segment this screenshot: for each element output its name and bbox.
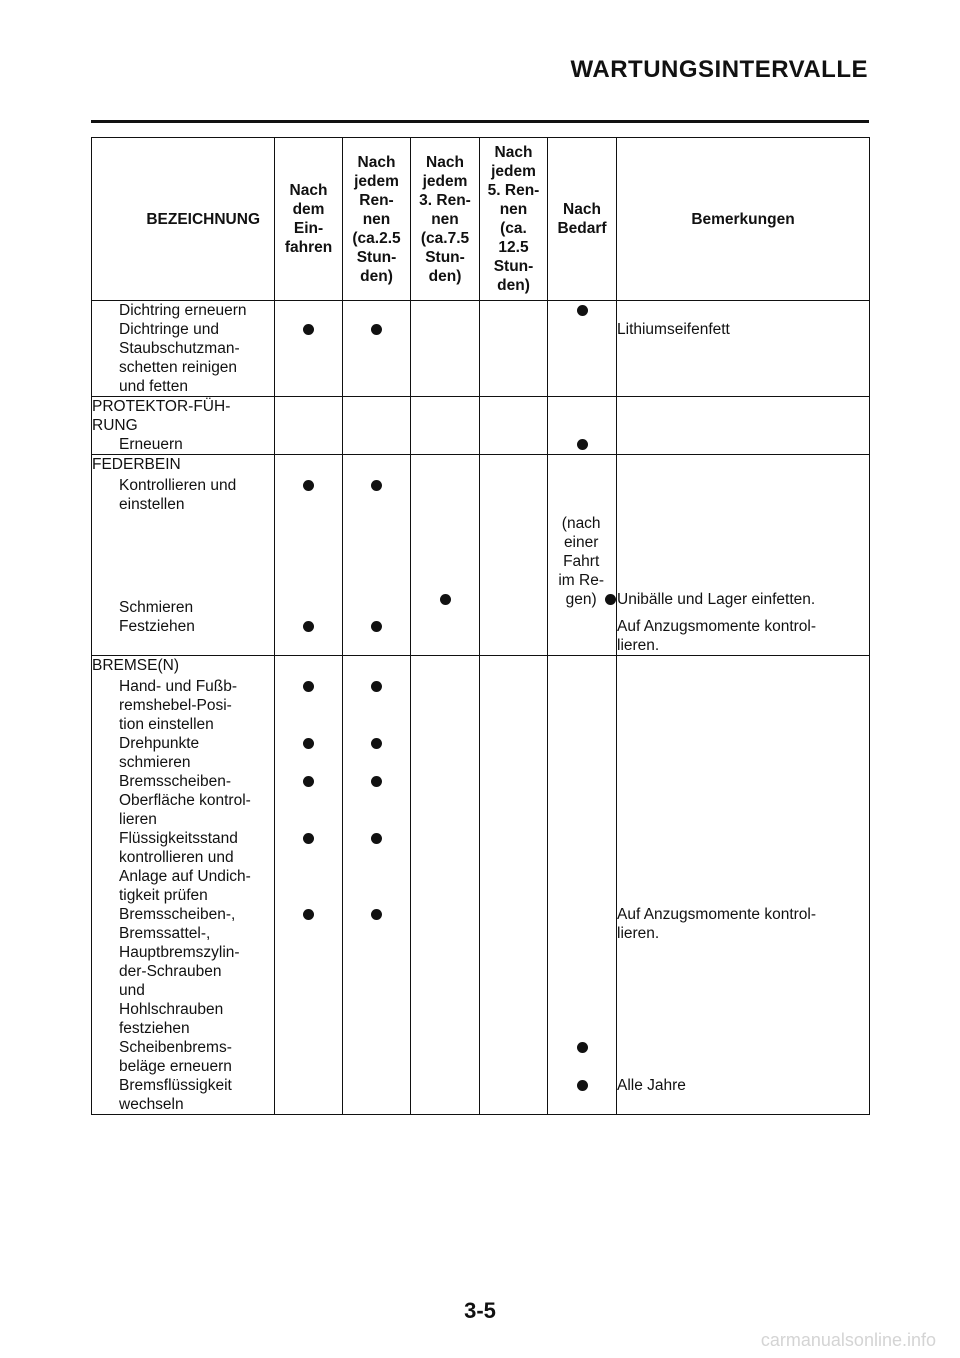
check-dot xyxy=(371,833,382,844)
row-label: Schmieren xyxy=(119,599,194,616)
row-label: Hand- und Fußb- remshebel-Posi- tion einstellen xyxy=(119,678,238,733)
row-remark: Lithiumseifenfett xyxy=(617,320,870,397)
check-dot xyxy=(577,439,588,450)
check-dot xyxy=(303,324,314,335)
col-header-as-needed: Nach Bedarf xyxy=(548,138,617,301)
row-remark: Auf Anzugsmomente kontrol- lieren. xyxy=(617,617,870,656)
row-remark: Unibälle und Lager einfetten. xyxy=(617,514,870,617)
col-header-every-3rd-race: Nach jedem 3. Ren- nen (ca.7.5 Stun- den) xyxy=(411,138,480,301)
group-title: BREMSE(N) xyxy=(92,657,179,674)
page-number: 3-5 xyxy=(464,1298,496,1323)
title-rule xyxy=(91,120,869,123)
check-dot xyxy=(371,621,382,632)
col-header-name: BEZEICHNUNG xyxy=(92,138,275,301)
page-title: WARTUNGSINTERVALLE xyxy=(570,56,868,83)
table-row xyxy=(92,1076,870,1115)
row-label: Kontrollieren und einstellen xyxy=(119,477,237,513)
group-title-row xyxy=(92,656,870,678)
group-brakes xyxy=(92,656,870,1115)
row-remark: Alle Jahre xyxy=(617,1076,870,1115)
table-row xyxy=(92,320,870,397)
table-row xyxy=(92,476,870,514)
row-label: Drehpunkte schmieren xyxy=(119,735,200,771)
table-row xyxy=(92,435,870,455)
group-seals xyxy=(92,301,870,397)
check-dot xyxy=(303,480,314,491)
maintenance-table xyxy=(91,137,870,1115)
row-label: Dichtring erneuern xyxy=(119,302,247,319)
group-title: FEDERBEIN xyxy=(92,456,181,473)
table-row xyxy=(92,829,870,905)
check-dot xyxy=(303,681,314,692)
table-header-row xyxy=(92,138,870,301)
check-dot xyxy=(577,1080,588,1091)
check-dot xyxy=(371,738,382,749)
row-label: Scheibenbrems- beläge erneuern xyxy=(119,1039,232,1075)
check-dot xyxy=(303,833,314,844)
table-row xyxy=(92,301,870,321)
col-header-every-race: Nach jedem Ren- nen (ca.2.5 Stun- den) xyxy=(343,138,411,301)
group-title-row xyxy=(92,397,870,436)
check-dot xyxy=(371,480,382,491)
table-row xyxy=(92,1038,870,1076)
as-needed-note: (nach einer Fahrt im Re- gen) xyxy=(558,515,604,608)
check-dot xyxy=(303,776,314,787)
row-label: Dichtringe und Staubschutzman- schetten reinigen und fetten xyxy=(119,321,240,395)
row-label: Bremsscheiben-, Bremssattel-, Hauptbremszylin- der-Schrauben und Hohlschrauben festziehen xyxy=(119,906,240,1037)
check-dot xyxy=(371,909,382,920)
check-dot xyxy=(303,738,314,749)
table-row xyxy=(92,772,870,829)
table-row xyxy=(92,905,870,1038)
check-dot xyxy=(577,1042,588,1053)
col-header-remarks: Bemerkungen xyxy=(617,138,870,301)
row-label: Flüssigkeitsstand kontrollieren und Anlage auf Undich- tigkeit prüfen xyxy=(119,830,251,904)
group-title-row xyxy=(92,455,870,477)
row-label: Festziehen xyxy=(119,618,195,635)
check-dot xyxy=(440,594,451,605)
check-dot xyxy=(303,621,314,632)
check-dot xyxy=(371,681,382,692)
table-row xyxy=(92,617,870,656)
row-label: Erneuern xyxy=(119,436,183,453)
row-label: Bremsflüssigkeit wechseln xyxy=(119,1077,232,1113)
row-label: Bremsscheiben- Oberfläche kontrol- lieren xyxy=(119,773,251,828)
check-dot xyxy=(371,776,382,787)
row-remark: Auf Anzugsmomente kontrol- lieren. xyxy=(617,905,870,1038)
check-dot xyxy=(605,594,616,605)
table-row xyxy=(92,677,870,734)
group-protector xyxy=(92,397,870,455)
table-row xyxy=(92,514,870,617)
watermark: carmanualsonline.info xyxy=(760,1330,936,1350)
group-shock xyxy=(92,455,870,656)
check-dot xyxy=(371,324,382,335)
group-title: PROTEKTOR-FÜH- RUNG xyxy=(92,398,231,434)
check-dot xyxy=(303,909,314,920)
col-header-every-5th-race: Nach jedem 5. Ren- nen (ca. 12.5 Stun- den) xyxy=(480,138,548,301)
check-dot xyxy=(577,305,588,316)
table-row xyxy=(92,734,870,772)
col-header-break-in: Nach dem Ein- fahren xyxy=(275,138,343,301)
